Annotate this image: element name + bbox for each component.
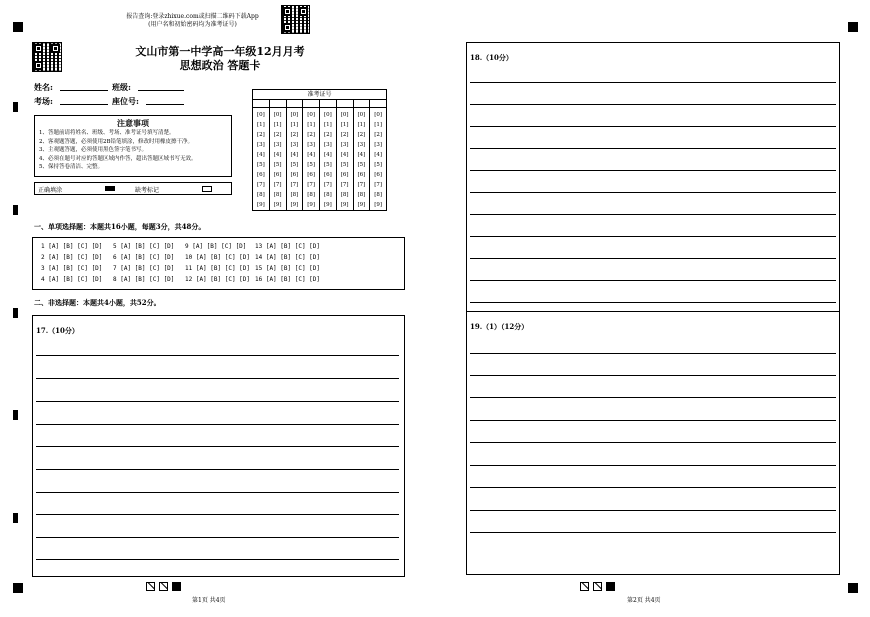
slash-box-icon (593, 582, 602, 591)
answer-line (470, 353, 836, 354)
mc-question-7[interactable]: 7 [A] [B] [C] [D] (113, 265, 175, 272)
digit-bubble[interactable]: [0] (307, 112, 316, 118)
room-label: 考场: (34, 96, 53, 106)
answer-line (470, 532, 836, 533)
page1-footer-marks (146, 582, 181, 591)
mc-question-6[interactable]: 6 [A] [B] [C] [D] (113, 254, 175, 261)
mc-question-5[interactable]: 5 [A] [B] [C] [D] (113, 243, 175, 250)
notice-title: 注意事项 (117, 118, 149, 128)
admission-write-row[interactable] (253, 100, 386, 108)
multiple-choice-box (32, 237, 405, 290)
solid-box-icon (606, 582, 615, 591)
mc-question-2[interactable]: 2 [A] [B] [C] [D] (41, 254, 103, 261)
admission-column[interactable] (354, 108, 371, 210)
solid-box-icon (172, 582, 181, 591)
digit-bubble[interactable]: [1] (374, 122, 383, 128)
digit-bubble[interactable]: [1] (357, 122, 366, 128)
correct-fill-label: 正确填涂 (38, 187, 63, 194)
digit-bubble[interactable]: [9] (273, 202, 282, 208)
digit-bubble[interactable]: [6] (374, 172, 383, 178)
notice-item: 1、答题前请将姓名、班级、考场、准考证号填写清楚。 (39, 130, 175, 136)
notice-item: 2、客观题答题，必须使用2B铅笔填涂，修改时用橡皮擦干净。 (39, 138, 194, 145)
q18-label: 18.（10分） (470, 53, 513, 62)
name-field[interactable] (60, 82, 108, 91)
digit-bubble[interactable]: [6] (307, 172, 316, 178)
digit-bubble[interactable]: [2] (323, 132, 332, 138)
fill-legend (34, 182, 232, 195)
digit-bubble[interactable]: [7] (273, 182, 282, 188)
qr-code-icon (32, 42, 62, 72)
answer-line (470, 104, 836, 105)
answer-line (470, 214, 836, 215)
qr-code-icon (281, 5, 310, 34)
mc-question-9[interactable]: 9 [A] [B] [C] [D] (185, 243, 247, 250)
digit-bubble[interactable]: [0] (340, 112, 349, 118)
digit-bubble[interactable]: [5] (290, 162, 299, 168)
answer-line (470, 465, 836, 466)
digit-bubble[interactable]: [8] (340, 192, 349, 198)
answer-line (470, 420, 836, 421)
digit-bubble[interactable]: [3] (374, 142, 383, 148)
admission-column[interactable] (370, 108, 386, 210)
answer-line (36, 355, 399, 356)
digit-bubble[interactable]: [3] (357, 142, 366, 148)
notice-item: 4、必须在题号对应的答题区域内作答，超出答题区域书写无效。 (39, 155, 197, 162)
digit-bubble[interactable]: [4] (374, 152, 383, 158)
digit-bubble[interactable]: [2] (374, 132, 383, 138)
q19-label: 19.（1）（12分） (470, 322, 529, 331)
digit-bubble[interactable]: [5] (357, 162, 366, 168)
answer-line (470, 397, 836, 398)
digit-bubble[interactable]: [0] (323, 112, 332, 118)
digit-bubble[interactable]: [8] (256, 192, 265, 198)
digit-bubble[interactable]: [7] (374, 182, 383, 188)
digit-bubble[interactable]: [5] (256, 162, 265, 168)
mc-question-11[interactable]: 11 [A] [B] [C] [D] (185, 265, 251, 272)
digit-bubble[interactable]: [2] (273, 132, 282, 138)
report-info-line2: (用户名和初始密码均为准考证号) (148, 21, 237, 28)
digit-bubble[interactable]: [4] (307, 152, 316, 158)
exam-title: 文山市第一中学高一年级12月月考 (135, 45, 305, 58)
digit-bubble[interactable]: [9] (357, 202, 366, 208)
admission-title: 准考证号 (253, 90, 386, 100)
exam-subtitle: 思想政治 答题卡 (179, 59, 261, 72)
digit-bubble[interactable]: [8] (290, 192, 299, 198)
admission-column[interactable] (337, 108, 354, 210)
digit-bubble[interactable]: [5] (323, 162, 332, 168)
digit-bubble[interactable]: [3] (290, 142, 299, 148)
answer-line (36, 378, 399, 379)
mc-question-14[interactable]: 14 [A] [B] [C] [D] (255, 254, 321, 261)
digit-bubble[interactable]: [2] (290, 132, 299, 138)
corner-mark-top-left (13, 22, 23, 32)
timing-mark (13, 308, 18, 318)
admission-column[interactable] (287, 108, 304, 210)
answer-line (470, 487, 836, 488)
digit-bubble[interactable]: [3] (323, 142, 332, 148)
digit-bubble[interactable]: [5] (374, 162, 383, 168)
digit-bubble[interactable]: [8] (307, 192, 316, 198)
digit-bubble[interactable]: [7] (290, 182, 299, 188)
class-field[interactable] (138, 82, 184, 91)
answer-line (36, 537, 399, 538)
answer-line (470, 82, 836, 83)
digit-bubble[interactable]: [0] (357, 112, 366, 118)
digit-bubble[interactable]: [1] (273, 122, 282, 128)
answer-line (36, 469, 399, 470)
admission-column[interactable] (253, 108, 270, 210)
digit-bubble[interactable]: [3] (273, 142, 282, 148)
digit-bubble[interactable]: [9] (323, 202, 332, 208)
slash-box-icon (580, 582, 589, 591)
digit-bubble[interactable]: [6] (256, 172, 265, 178)
digit-bubble[interactable]: [0] (374, 112, 383, 118)
admission-column[interactable] (320, 108, 337, 210)
timing-mark (13, 102, 18, 112)
corner-mark-bottom-left (13, 583, 23, 593)
digit-bubble[interactable]: [1] (256, 122, 265, 128)
answer-line (470, 258, 836, 259)
notice-box (34, 115, 232, 177)
admission-number-grid (252, 89, 387, 211)
mc-question-4[interactable]: 4 [A] [B] [C] [D] (41, 276, 103, 283)
section2-heading: 二、非选择题：本题共4小题，共52分。 (34, 298, 161, 307)
digit-bubble[interactable]: [1] (323, 122, 332, 128)
digit-bubble[interactable]: [8] (273, 192, 282, 198)
mc-question-12[interactable]: 12 [A] [B] [C] [D] (185, 276, 251, 283)
digit-bubble[interactable]: [1] (307, 122, 316, 128)
corner-mark-top-right (848, 22, 858, 32)
report-info-line1: 报告查询:登录zhixue.com或扫描二维码下载App (126, 13, 259, 20)
digit-bubble[interactable]: [1] (340, 122, 349, 128)
notice-item: 5、保持答卷清洁、完整。 (39, 164, 104, 170)
digit-bubble[interactable]: [5] (340, 162, 349, 168)
mc-question-8[interactable]: 8 [A] [B] [C] [D] (113, 276, 175, 283)
digit-bubble[interactable]: [6] (357, 172, 366, 178)
digit-bubble[interactable]: [9] (256, 202, 265, 208)
class-label: 班级: (112, 82, 131, 92)
digit-bubble[interactable]: [4] (273, 152, 282, 158)
answer-line (470, 280, 836, 281)
digit-bubble[interactable]: [6] (323, 172, 332, 178)
slash-box-icon (146, 582, 155, 591)
answer-line (470, 192, 836, 193)
corner-mark-bottom-right (848, 583, 858, 593)
answer-line (470, 510, 836, 511)
timing-mark (13, 205, 18, 215)
mc-question-1[interactable]: 1 [A] [B] [C] [D] (41, 243, 103, 250)
digit-bubble[interactable]: [2] (256, 132, 265, 138)
digit-bubble[interactable]: [9] (340, 202, 349, 208)
mc-question-15[interactable]: 15 [A] [B] [C] [D] (255, 265, 321, 272)
digit-bubble[interactable]: [9] (290, 202, 299, 208)
mc-question-13[interactable]: 13 [A] [B] [C] [D] (255, 243, 321, 250)
digit-bubble[interactable]: [4] (323, 152, 332, 158)
page2-number: 第2页 共4页 (627, 597, 661, 604)
answer-line (470, 302, 836, 303)
digit-bubble[interactable]: [1] (290, 122, 299, 128)
timing-mark (13, 410, 18, 420)
digit-bubble[interactable]: [9] (307, 202, 316, 208)
digit-bubble[interactable]: [7] (307, 182, 316, 188)
digit-bubble[interactable]: [2] (340, 132, 349, 138)
answer-line (470, 442, 836, 443)
digit-bubble[interactable]: [4] (357, 152, 366, 158)
page2-footer-marks (580, 582, 615, 591)
timing-mark (13, 513, 18, 523)
answer-line (470, 148, 836, 149)
digit-bubble[interactable]: [8] (374, 192, 383, 198)
answer-line (470, 236, 836, 237)
digit-bubble[interactable]: [0] (290, 112, 299, 118)
section1-heading: 一、单项选择题：本题共16小题，每题3分，共48分。 (34, 222, 206, 231)
digit-bubble[interactable]: [0] (273, 112, 282, 118)
absent-mark-box[interactable] (202, 186, 212, 192)
answer-line (36, 514, 399, 515)
answer-line (470, 170, 836, 171)
digit-bubble[interactable]: [4] (256, 152, 265, 158)
admission-column[interactable] (270, 108, 287, 210)
mc-question-10[interactable]: 10 [A] [B] [C] [D] (185, 254, 251, 261)
digit-bubble[interactable]: [6] (340, 172, 349, 178)
digit-bubble[interactable]: [3] (307, 142, 316, 148)
digit-bubble[interactable]: [3] (256, 142, 265, 148)
answer-line (36, 492, 399, 493)
correct-fill-sample (105, 186, 115, 191)
answer-line (36, 559, 399, 560)
digit-bubble[interactable]: [6] (273, 172, 282, 178)
absent-mark-label: 缺考标记 (135, 187, 160, 194)
mc-question-3[interactable]: 3 [A] [B] [C] [D] (41, 265, 103, 272)
room-field[interactable] (60, 96, 108, 105)
digit-bubble[interactable]: [8] (323, 192, 332, 198)
digit-bubble[interactable]: [3] (340, 142, 349, 148)
slash-box-icon (159, 582, 168, 591)
digit-bubble[interactable]: [4] (340, 152, 349, 158)
seat-label: 座位号: (112, 96, 139, 106)
digit-bubble[interactable]: [8] (357, 192, 366, 198)
admission-bubble-columns[interactable] (253, 108, 386, 210)
name-label: 姓名: (34, 82, 53, 92)
answer-line (470, 375, 836, 376)
answer-line (470, 126, 836, 127)
digit-bubble[interactable]: [7] (323, 182, 332, 188)
page1-number: 第1页 共4页 (192, 597, 226, 604)
digit-bubble[interactable]: [7] (256, 182, 265, 188)
q19-answer-box[interactable] (466, 311, 840, 575)
digit-bubble[interactable]: [9] (374, 202, 383, 208)
answer-line (36, 446, 399, 447)
digit-bubble[interactable]: [2] (307, 132, 316, 138)
digit-bubble[interactable]: [5] (273, 162, 282, 168)
digit-bubble[interactable]: [0] (256, 112, 265, 118)
digit-bubble[interactable]: [4] (290, 152, 299, 158)
digit-bubble[interactable]: [7] (357, 182, 366, 188)
seat-field[interactable] (146, 96, 184, 105)
digit-bubble[interactable]: [6] (290, 172, 299, 178)
answer-line (36, 401, 399, 402)
digit-bubble[interactable]: [7] (340, 182, 349, 188)
mc-question-16[interactable]: 16 [A] [B] [C] [D] (255, 276, 321, 283)
notice-item: 3、主观题答题，必须使用黑色签字笔书写。 (39, 147, 148, 153)
q17-label: 17.（10分） (36, 326, 79, 335)
admission-column[interactable] (303, 108, 320, 210)
answer-line (36, 424, 399, 425)
digit-bubble[interactable]: [5] (307, 162, 316, 168)
digit-bubble[interactable]: [2] (357, 132, 366, 138)
